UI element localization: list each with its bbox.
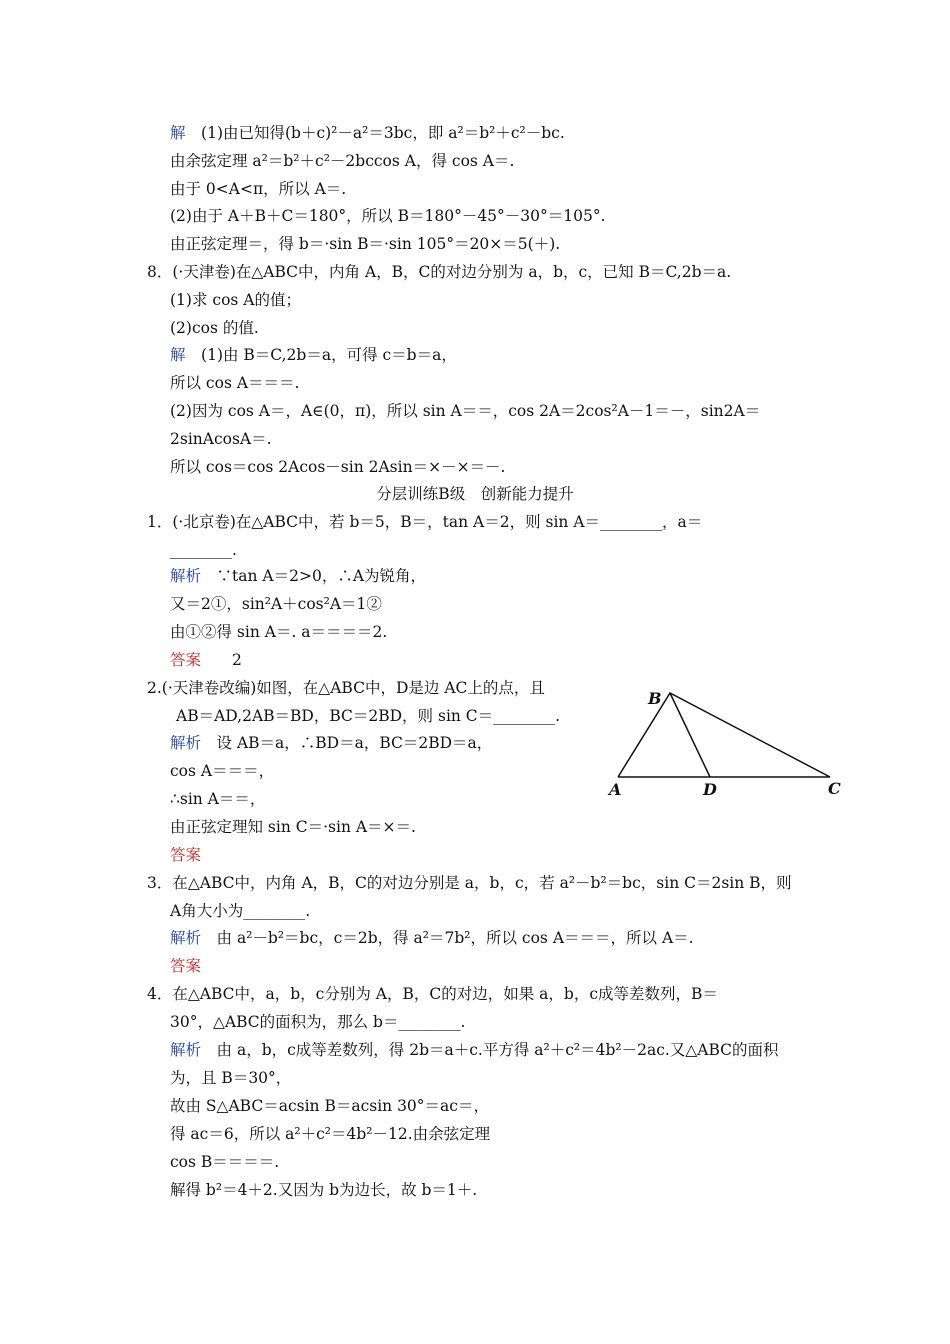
b-problem-4-analysis-3: 故由 S△ABC＝acsin B＝acsin 30°＝ac＝，	[170, 1097, 489, 1115]
segment-bd	[670, 693, 710, 777]
analysis-label: 解析	[170, 929, 202, 947]
problem-8-solution-1	[170, 345, 457, 365]
solution-label: 解	[170, 346, 186, 364]
b-problem-1-stem: 1．(·北京卷)在△ABC中，若 b＝5，B＝，tan A＝2，则 sin A＝________，a＝	[147, 513, 703, 531]
solution-7-line-2: 由余弦定理 a²＝b²＋c²－2bccos A，得 cos A＝.	[170, 152, 515, 170]
b-problem-2-stem-2: AB＝AD,2AB＝BD，BC＝2BD，则 sin C＝________.	[176, 707, 561, 725]
triangle-figure	[600, 680, 860, 805]
b-problem-3-analysis-1	[170, 928, 694, 948]
solution-text: (1)由已知得(b＋c)²－a²＝3bc，即 a²＝b²＋c²－bc.	[201, 124, 565, 142]
analysis-text: 由 a，b，c成等差数列，得 2b＝a＋c.平方得 a²＋c²＝4b²－2ac.又△ABC的面积	[216, 1041, 779, 1059]
vertex-label-a: A	[609, 780, 622, 799]
answer-value: 2	[232, 651, 242, 669]
b-problem-1-analysis-3: 由①②得 sin A＝. a＝＝＝＝2.	[170, 623, 388, 641]
problem-8-solution-5: 所以 cos＝cos 2Acos－sin 2Asin＝×－×＝－.	[170, 458, 506, 476]
b-problem-2-analysis-4: 由正弦定理知 sin C＝·sin A＝×＝.	[170, 818, 416, 836]
problem-8-solution-4: 2sinAcosA＝.	[170, 430, 272, 448]
analysis-text: ∵tan A＝2>0，∴A为锐角，	[216, 567, 427, 585]
b-problem-4-stem: 4．在△ABC中，a，b，c分别为 A，B，C的对边，如果 a，b，c成等差数列，B＝	[147, 985, 718, 1003]
b-problem-2-analysis-1	[170, 733, 492, 753]
problem-8-solution-2: 所以 cos A＝＝＝.	[170, 374, 300, 392]
problem-8-part-1: (1)求 cos A的值；	[170, 291, 301, 309]
solution-7-line-4: (2)由于 A＋B＋C＝180°，所以 B＝180°－45°－30°＝105°.	[170, 207, 606, 225]
b-problem-1-answer	[170, 650, 242, 670]
b-problem-4-analysis-6: 解得 b²＝4＋2.又因为 b为边长，故 b＝1＋.	[170, 1181, 478, 1199]
b-problem-2-answer-label: 答案	[170, 846, 202, 864]
solution-text: (1)由 B＝C,2b＝a，可得 c＝b＝a，	[201, 346, 457, 364]
answer-label: 答案	[170, 651, 202, 669]
analysis-label: 解析	[170, 1041, 202, 1059]
b-problem-4-analysis-2: 为，且 B＝30°，	[170, 1069, 292, 1087]
problem-8-stem: 8．(·天津卷)在△ABC中，内角 A，B，C的对边分别为 a，b，c，已知 B＝C,2b＝a.	[147, 263, 732, 281]
b-problem-2-stem: 2.(·天津卷改编)如图，在△ABC中，D是边 AC上的点，且	[147, 679, 545, 697]
b-problem-4-stem-2: 30°，△ABC的面积为，那么 b＝________.	[170, 1013, 466, 1031]
vertex-label-d: D	[703, 780, 717, 799]
solution-label: 解	[170, 124, 186, 142]
section-title: 分层训练B级 创新能力提升	[376, 485, 574, 503]
b-problem-3-stem-2: A角大小为________.	[170, 902, 311, 920]
b-problem-4-analysis-5: cos B＝＝＝＝.	[170, 1153, 280, 1171]
b-problem-3-answer-label: 答案	[170, 957, 202, 975]
b-problem-2-analysis-3: ∴sin A＝＝，	[170, 790, 266, 808]
b-problem-4-analysis-4: 得 ac＝6，所以 a²＋c²＝4b²－12.由余弦定理	[170, 1125, 491, 1143]
b-problem-1-analysis-1	[170, 566, 426, 586]
b-problem-3-stem: 3．在△ABC中，内角 A，B，C的对边分别是 a，b，c，若 a²－b²＝bc，sin C＝2sin B，则	[147, 874, 792, 892]
solution-7-line-1	[170, 123, 565, 143]
b-problem-2-analysis-2: cos A＝＝＝，	[170, 762, 275, 780]
analysis-label: 解析	[170, 734, 202, 752]
b-problem-1-stem-2: ________.	[170, 541, 237, 559]
problem-8-part-2: (2)cos 的值.	[170, 319, 259, 337]
analysis-label: 解析	[170, 567, 202, 585]
solution-7-line-3: 由于 0<A<π，所以 A＝.	[170, 180, 347, 198]
analysis-text: 由 a²－b²＝bc，c＝2b，得 a²＝7b²，所以 cos A＝＝＝，所以 A＝.	[216, 929, 694, 947]
solution-7-line-5: 由正弦定理＝，得 b＝·sin B＝·sin 105°＝20×＝5(＋).	[170, 235, 561, 253]
vertex-label-b: B	[648, 689, 662, 708]
b-problem-4-analysis-1	[170, 1040, 779, 1060]
b-problem-1-analysis-2: 又＝2①，sin²A＋cos²A＝1②	[170, 595, 382, 613]
vertex-label-c: C	[828, 779, 841, 798]
problem-8-solution-3: (2)因为 cos A＝，A∈(0，π)，所以 sin A＝＝，cos 2A＝2cos²A－1＝－，sin2A＝	[170, 402, 761, 420]
analysis-text: 设 AB＝a，∴BD＝a，BC＝2BD＝a，	[216, 734, 493, 752]
